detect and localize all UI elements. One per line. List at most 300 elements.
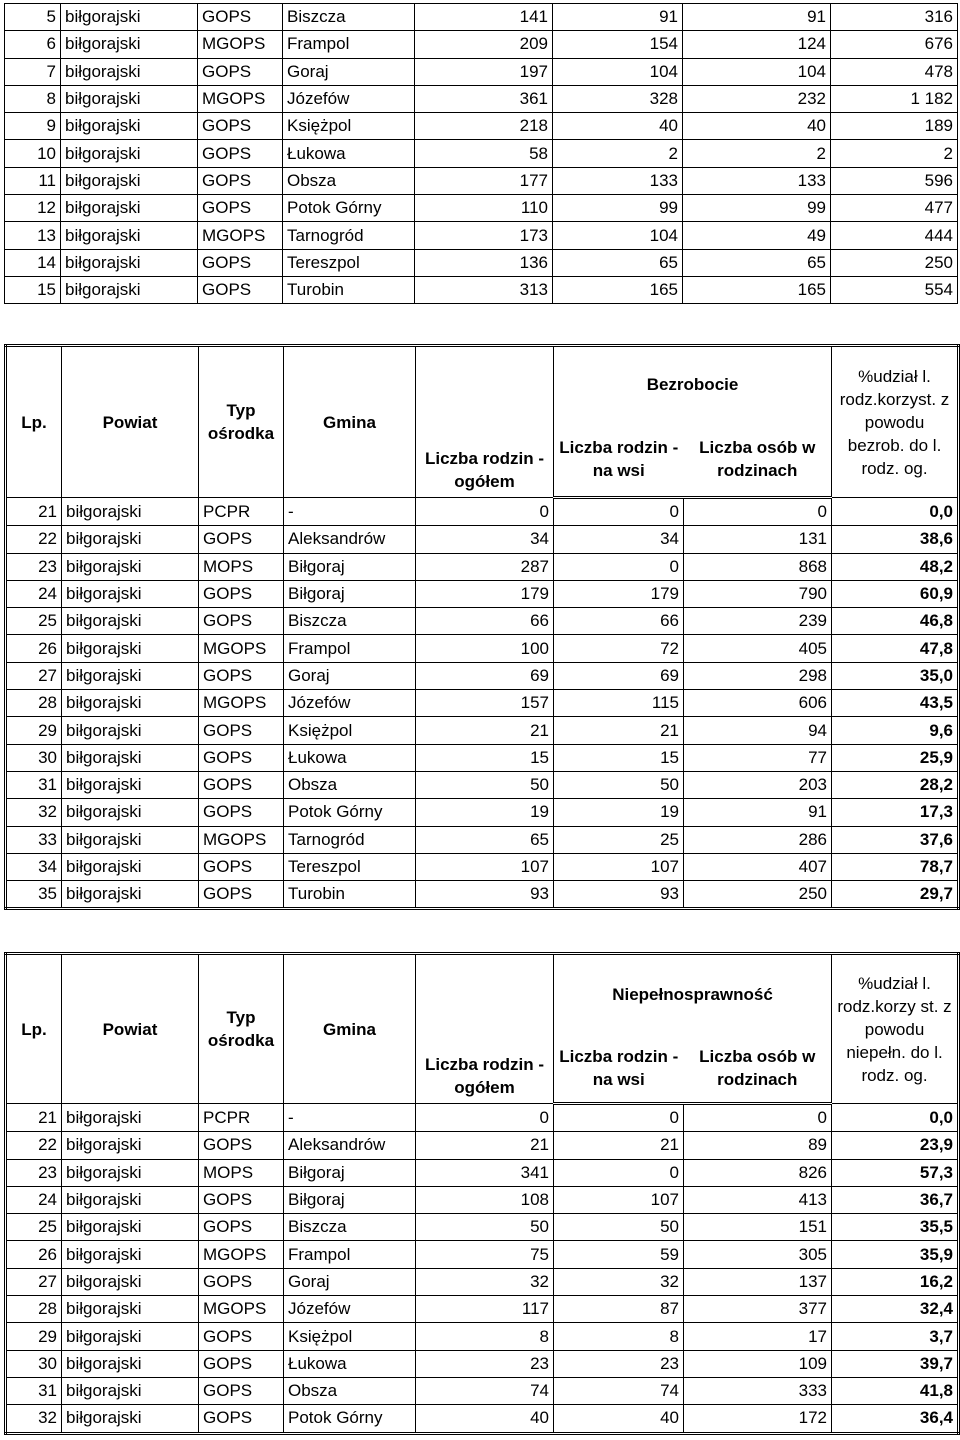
cell-udzial: 41,8 [832,1377,959,1404]
cell-typ-osrodka: GOPS [198,140,283,167]
table-row [6,1323,959,1350]
cell-liczba-rodzin-ogolem: 177 [415,167,553,194]
header-group-bezrobocie: Bezrobocie [554,346,832,423]
cell-udzial: 29,7 [832,881,959,909]
cell-gmina: Biłgoraj [284,580,416,607]
cell-liczba-rodzin-ogolem: 58 [415,140,553,167]
cell-liczba-rodzin-ogolem: 110 [415,195,553,222]
cell-liczba-rodzin-ogolem: 108 [416,1186,554,1213]
cell-lp: 25 [6,608,62,635]
table-row [5,222,958,249]
cell-gmina: Józefów [283,85,415,112]
cell-liczba-rodzin-na-wsi: 104 [553,58,683,85]
cell-powiat: biłgorajski [62,1241,199,1268]
cell-udzial: 35,0 [832,662,959,689]
cell-udzial: 9,6 [832,717,959,744]
cell-liczba-rodzin-na-wsi: 59 [554,1241,684,1268]
cell-liczba-rodzin-na-wsi: 2 [553,140,683,167]
cell-gmina: Łukowa [284,1350,416,1377]
cell-liczba-rodzin-ogolem: 50 [416,1214,554,1241]
cell-powiat: biłgorajski [61,113,198,140]
cell-typ-osrodka: MGOPS [198,222,283,249]
cell-typ-osrodka: MGOPS [199,690,284,717]
cell-gmina: Tereszpol [283,249,415,276]
cell-liczba-rodzin-na-wsi: 72 [554,635,684,662]
cell-liczba-rodzin-na-wsi: 32 [554,1268,684,1295]
table-row [5,113,958,140]
cell-liczba-rodzin-ogolem: 179 [416,580,554,607]
table-row [6,553,959,580]
cell-gmina: Aleksandrów [284,526,416,553]
cell-typ-osrodka: GOPS [198,113,283,140]
cell-typ-osrodka: GOPS [199,1377,284,1404]
cell-liczba-rodzin-ogolem: 21 [416,717,554,744]
cell-liczba-rodzin-na-wsi: 87 [554,1296,684,1323]
cell-typ-osrodka: MOPS [199,553,284,580]
cell-powiat: biłgorajski [62,826,199,853]
cell-gmina: Biszcza [284,1214,416,1241]
cell-gmina: Biszcza [284,608,416,635]
cell-typ-osrodka: GOPS [198,276,283,303]
cell-lp: 21 [6,1104,62,1132]
cell-typ-osrodka: MGOPS [198,85,283,112]
cell-gmina: Biłgoraj [284,553,416,580]
cell-gmina: Potok Górny [284,799,416,826]
table-body [6,498,959,909]
cell-gmina: Księżpol [284,717,416,744]
cell-typ-osrodka: MGOPS [199,635,284,662]
cell-lp: 8 [5,85,61,112]
cell-liczba-osob: 89 [684,1132,832,1159]
table-row [6,853,959,880]
cell-lp: 30 [6,1350,62,1377]
cell-liczba-rodzin-na-wsi: 0 [554,1159,684,1186]
header-udzial: %udział l. rodz.korzyst. z powodu bezrob. do l. rodz. og. [832,346,959,498]
cell-udzial: 48,2 [832,553,959,580]
cell-gmina: Turobin [284,881,416,909]
cell-powiat: biłgorajski [61,4,198,31]
cell-liczba-rodzin-ogolem: 0 [416,498,554,526]
cell-liczba-rodzin-na-wsi: 154 [553,31,683,58]
cell-liczba-rodzin-ogolem: 136 [415,249,553,276]
cell-liczba-osob: 790 [684,580,832,607]
cell-liczba-rodzin-na-wsi: 91 [553,4,683,31]
cell-typ-osrodka: GOPS [199,1268,284,1295]
cell-udzial: 47,8 [832,635,959,662]
cell-liczba-rodzin-na-wsi: 21 [554,1132,684,1159]
table-row [5,140,958,167]
cell-lp: 25 [6,1214,62,1241]
cell-liczba-osob: 172 [684,1405,832,1433]
table-row [6,608,959,635]
cell-lp: 21 [6,498,62,526]
cell-liczba-osob: 131 [684,526,832,553]
cell-powiat: biłgorajski [62,608,199,635]
cell-liczba-rodzin-ogolem: 75 [416,1241,554,1268]
cell-typ-osrodka: GOPS [199,1132,284,1159]
cell-lp: 9 [5,113,61,140]
cell-typ-osrodka: MGOPS [199,1241,284,1268]
cell-gmina: Księżpol [284,1323,416,1350]
cell-lp: 13 [5,222,61,249]
cell-udzial: 37,6 [832,826,959,853]
cell-lp: 26 [6,635,62,662]
cell-gmina: Biłgoraj [284,1186,416,1213]
cell-powiat: biłgorajski [62,1350,199,1377]
cell-liczba-rodzin-ogolem: 74 [416,1377,554,1404]
cell-liczba-osob: 109 [684,1350,832,1377]
cell-liczba-rodzin-ogolem: 32 [416,1268,554,1295]
header-typ-osrodka: Typ ośrodka [199,954,284,1104]
cell-liczba-rodzin-na-wsi: 0 [554,1104,684,1132]
header-typ-osrodka: Typ ośrodka [199,346,284,498]
cell-liczba-osob: 239 [684,608,832,635]
cell-liczba-osob: 0 [684,1104,832,1132]
cell-udzial: 676 [831,31,958,58]
cell-udzial: 1 182 [831,85,958,112]
cell-liczba-rodzin-na-wsi: 40 [553,113,683,140]
cell-lp: 22 [6,526,62,553]
cell-liczba-rodzin-na-wsi: 40 [554,1405,684,1433]
cell-liczba-rodzin-ogolem: 361 [415,85,553,112]
cell-gmina: Łukowa [283,140,415,167]
cell-typ-osrodka: GOPS [199,1186,284,1213]
cell-liczba-osob: 305 [684,1241,832,1268]
cell-udzial: 3,7 [832,1323,959,1350]
cell-liczba-rodzin-na-wsi: 0 [554,498,684,526]
cell-liczba-osob: 91 [684,799,832,826]
cell-liczba-rodzin-ogolem: 313 [415,276,553,303]
cell-lp: 28 [6,690,62,717]
cell-udzial: 60,9 [832,580,959,607]
cell-udzial: 2 [831,140,958,167]
cell-powiat: biłgorajski [62,1214,199,1241]
cell-powiat: biłgorajski [62,1186,199,1213]
cell-lp: 34 [6,853,62,880]
cell-powiat: biłgorajski [62,635,199,662]
cell-typ-osrodka: GOPS [199,771,284,798]
cell-liczba-osob: 868 [684,553,832,580]
table-row [6,1186,959,1213]
cell-liczba-rodzin-na-wsi: 107 [554,853,684,880]
cell-gmina: Józefów [284,690,416,717]
cell-typ-osrodka: GOPS [199,717,284,744]
cell-liczba-rodzin-na-wsi: 93 [554,881,684,909]
cell-powiat: biłgorajski [62,662,199,689]
table-row [6,881,959,909]
cell-liczba-rodzin-na-wsi: 34 [554,526,684,553]
cell-lp: 12 [5,195,61,222]
cell-udzial: 16,2 [832,1268,959,1295]
cell-liczba-osob: 49 [683,222,831,249]
cell-liczba-rodzin-na-wsi: 8 [554,1323,684,1350]
cell-udzial: 28,2 [832,771,959,798]
cell-typ-osrodka: MGOPS [199,1296,284,1323]
cell-liczba-osob: 99 [683,195,831,222]
cell-liczba-rodzin-ogolem: 19 [416,799,554,826]
cell-liczba-osob: 104 [683,58,831,85]
cell-liczba-rodzin-na-wsi: 115 [554,690,684,717]
header-liczba-osob: Liczba osób w rodzinach [684,1034,832,1104]
cell-liczba-osob: 165 [683,276,831,303]
header-liczba-rodzin-ogolem: Liczba rodzin - ogółem [416,346,554,498]
cell-liczba-rodzin-na-wsi: 50 [554,1214,684,1241]
cell-liczba-rodzin-na-wsi: 66 [554,608,684,635]
table-row [5,249,958,276]
cell-powiat: biłgorajski [61,31,198,58]
cell-liczba-rodzin-na-wsi: 15 [554,744,684,771]
cell-lp: 30 [6,744,62,771]
cell-lp: 22 [6,1132,62,1159]
cell-gmina: Łukowa [284,744,416,771]
cell-liczba-rodzin-ogolem: 197 [415,58,553,85]
cell-liczba-rodzin-na-wsi: 23 [554,1350,684,1377]
cell-udzial: 46,8 [832,608,959,635]
cell-udzial: 25,9 [832,744,959,771]
cell-liczba-osob: 203 [684,771,832,798]
cell-liczba-rodzin-ogolem: 209 [415,31,553,58]
cell-udzial: 554 [831,276,958,303]
table-row [6,1268,959,1295]
cell-liczba-osob: 250 [684,881,832,909]
cell-lp: 11 [5,167,61,194]
cell-typ-osrodka: GOPS [198,195,283,222]
table-row [5,4,958,31]
cell-liczba-rodzin-ogolem: 117 [416,1296,554,1323]
cell-liczba-rodzin-ogolem: 173 [415,222,553,249]
cell-gmina: Józefów [284,1296,416,1323]
cell-lp: 24 [6,580,62,607]
cell-lp: 35 [6,881,62,909]
cell-liczba-osob: 405 [684,635,832,662]
cell-powiat: biłgorajski [62,1323,199,1350]
cell-typ-osrodka: GOPS [199,580,284,607]
cell-liczba-osob: 40 [683,113,831,140]
cell-lp: 32 [6,1405,62,1433]
cell-liczba-osob: 77 [684,744,832,771]
cell-liczba-osob: 606 [684,690,832,717]
cell-gmina: Potok Górny [283,195,415,222]
cell-liczba-rodzin-ogolem: 40 [416,1405,554,1433]
cell-gmina: - [284,498,416,526]
cell-powiat: biłgorajski [61,58,198,85]
cell-typ-osrodka: MGOPS [198,31,283,58]
table-row [6,744,959,771]
table-row [6,1350,959,1377]
cell-liczba-rodzin-ogolem: 0 [416,1104,554,1132]
cell-typ-osrodka: GOPS [199,853,284,880]
cell-gmina: Obsza [284,1377,416,1404]
cell-liczba-rodzin-ogolem: 218 [415,113,553,140]
cell-lp: 29 [6,1323,62,1350]
cell-liczba-rodzin-na-wsi: 21 [554,717,684,744]
header-gmina: Gmina [284,954,416,1104]
cell-liczba-rodzin-ogolem: 287 [416,553,554,580]
cell-powiat: biłgorajski [61,249,198,276]
cell-liczba-osob: 17 [684,1323,832,1350]
table-row [5,85,958,112]
cell-liczba-rodzin-ogolem: 8 [416,1323,554,1350]
cell-powiat: biłgorajski [62,1268,199,1295]
cell-powiat: biłgorajski [62,1159,199,1186]
header-powiat: Powiat [62,954,199,1104]
cell-liczba-rodzin-na-wsi: 107 [554,1186,684,1213]
cell-typ-osrodka: GOPS [199,608,284,635]
cell-typ-osrodka: GOPS [198,167,283,194]
table-row [5,167,958,194]
cell-gmina: Turobin [283,276,415,303]
cell-lp: 23 [6,1159,62,1186]
table-row [5,31,958,58]
cell-liczba-rodzin-ogolem: 66 [416,608,554,635]
cell-gmina: Goraj [283,58,415,85]
cell-liczba-rodzin-na-wsi: 69 [554,662,684,689]
cell-typ-osrodka: GOPS [198,58,283,85]
table-row [6,1104,959,1132]
cell-liczba-rodzin-na-wsi: 25 [554,826,684,853]
cell-powiat: biłgorajski [62,771,199,798]
cell-liczba-rodzin-ogolem: 341 [416,1159,554,1186]
cell-liczba-rodzin-na-wsi: 328 [553,85,683,112]
cell-lp: 5 [5,4,61,31]
cell-liczba-rodzin-ogolem: 23 [416,1350,554,1377]
table-row [5,58,958,85]
table-row [6,826,959,853]
cell-powiat: biłgorajski [62,498,199,526]
header-lp: Lp. [6,346,62,498]
table-row [6,690,959,717]
table-row [6,1405,959,1433]
cell-liczba-rodzin-na-wsi: 179 [554,580,684,607]
cell-liczba-osob: 65 [683,249,831,276]
cell-liczba-rodzin-na-wsi: 99 [553,195,683,222]
table-row [6,1241,959,1268]
cell-lp: 31 [6,1377,62,1404]
cell-lp: 32 [6,799,62,826]
table-row [6,580,959,607]
cell-powiat: biłgorajski [62,690,199,717]
table-row [6,1296,959,1323]
cell-typ-osrodka: PCPR [199,498,284,526]
cell-udzial: 250 [831,249,958,276]
cell-liczba-osob: 333 [684,1377,832,1404]
cell-typ-osrodka: MGOPS [199,826,284,853]
cell-liczba-rodzin-na-wsi: 50 [554,771,684,798]
cell-powiat: biłgorajski [61,195,198,222]
cell-liczba-rodzin-ogolem: 50 [416,771,554,798]
cell-liczba-rodzin-ogolem: 65 [416,826,554,853]
header-liczba-rodzin-na-wsi: Liczba rodzin - na wsi [554,423,684,498]
cell-typ-osrodka: GOPS [199,881,284,909]
cell-powiat: biłgorajski [62,526,199,553]
cell-powiat: biłgorajski [62,799,199,826]
cell-liczba-osob: 137 [684,1268,832,1295]
cell-powiat: biłgorajski [62,1296,199,1323]
table-disability [4,952,960,1435]
table-continuation [4,3,958,304]
cell-liczba-rodzin-ogolem: 93 [416,881,554,909]
cell-liczba-osob: 407 [684,853,832,880]
cell-lp: 10 [5,140,61,167]
cell-gmina: Goraj [284,1268,416,1295]
cell-typ-osrodka: GOPS [199,1214,284,1241]
cell-lp: 24 [6,1186,62,1213]
cell-lp: 29 [6,717,62,744]
cell-lp: 31 [6,771,62,798]
cell-udzial: 43,5 [832,690,959,717]
cell-liczba-rodzin-na-wsi: 133 [553,167,683,194]
cell-gmina: Potok Górny [284,1405,416,1433]
cell-liczba-osob: 133 [683,167,831,194]
cell-powiat: biłgorajski [62,553,199,580]
table-row [6,799,959,826]
cell-liczba-rodzin-ogolem: 15 [416,744,554,771]
cell-typ-osrodka: GOPS [199,1323,284,1350]
cell-typ-osrodka: MOPS [199,1159,284,1186]
cell-lp: 28 [6,1296,62,1323]
cell-lp: 6 [5,31,61,58]
cell-powiat: biłgorajski [62,1104,199,1132]
cell-powiat: biłgorajski [62,1405,199,1433]
cell-powiat: biłgorajski [62,717,199,744]
cell-typ-osrodka: GOPS [199,662,284,689]
cell-lp: 14 [5,249,61,276]
table-body [6,1104,959,1434]
table-row [6,771,959,798]
cell-powiat: biłgorajski [62,1377,199,1404]
cell-liczba-osob: 94 [684,717,832,744]
table-row [6,635,959,662]
cell-udzial: 35,9 [832,1241,959,1268]
cell-udzial: 316 [831,4,958,31]
cell-liczba-rodzin-ogolem: 21 [416,1132,554,1159]
cell-udzial: 39,7 [832,1350,959,1377]
cell-liczba-osob: 2 [683,140,831,167]
cell-udzial: 36,7 [832,1186,959,1213]
table-row [6,498,959,526]
header-liczba-rodzin-na-wsi: Liczba rodzin - na wsi [554,1034,684,1104]
cell-powiat: biłgorajski [61,85,198,112]
cell-typ-osrodka: GOPS [199,1350,284,1377]
table-body [5,4,958,304]
cell-udzial: 477 [831,195,958,222]
cell-udzial: 444 [831,222,958,249]
cell-typ-osrodka: GOPS [199,744,284,771]
cell-udzial: 35,5 [832,1214,959,1241]
cell-powiat: biłgorajski [62,1132,199,1159]
cell-liczba-rodzin-na-wsi: 74 [554,1377,684,1404]
cell-liczba-osob: 826 [684,1159,832,1186]
cell-liczba-rodzin-na-wsi: 165 [553,276,683,303]
cell-gmina: - [284,1104,416,1132]
cell-typ-osrodka: PCPR [199,1104,284,1132]
cell-liczba-rodzin-ogolem: 107 [416,853,554,880]
cell-udzial: 78,7 [832,853,959,880]
cell-udzial: 596 [831,167,958,194]
cell-udzial: 0,0 [832,1104,959,1132]
cell-powiat: biłgorajski [61,167,198,194]
header-udzial: %udział l. rodz.korzy st. z powodu niepełn. do l. rodz. og. [832,954,959,1104]
header-liczba-osob: Liczba osób w rodzinach [684,423,832,498]
table-row [6,717,959,744]
cell-lp: 15 [5,276,61,303]
cell-lp: 27 [6,1268,62,1295]
cell-powiat: biłgorajski [61,140,198,167]
table-row [6,526,959,553]
cell-liczba-rodzin-ogolem: 69 [416,662,554,689]
cell-liczba-osob: 124 [683,31,831,58]
cell-powiat: biłgorajski [61,222,198,249]
